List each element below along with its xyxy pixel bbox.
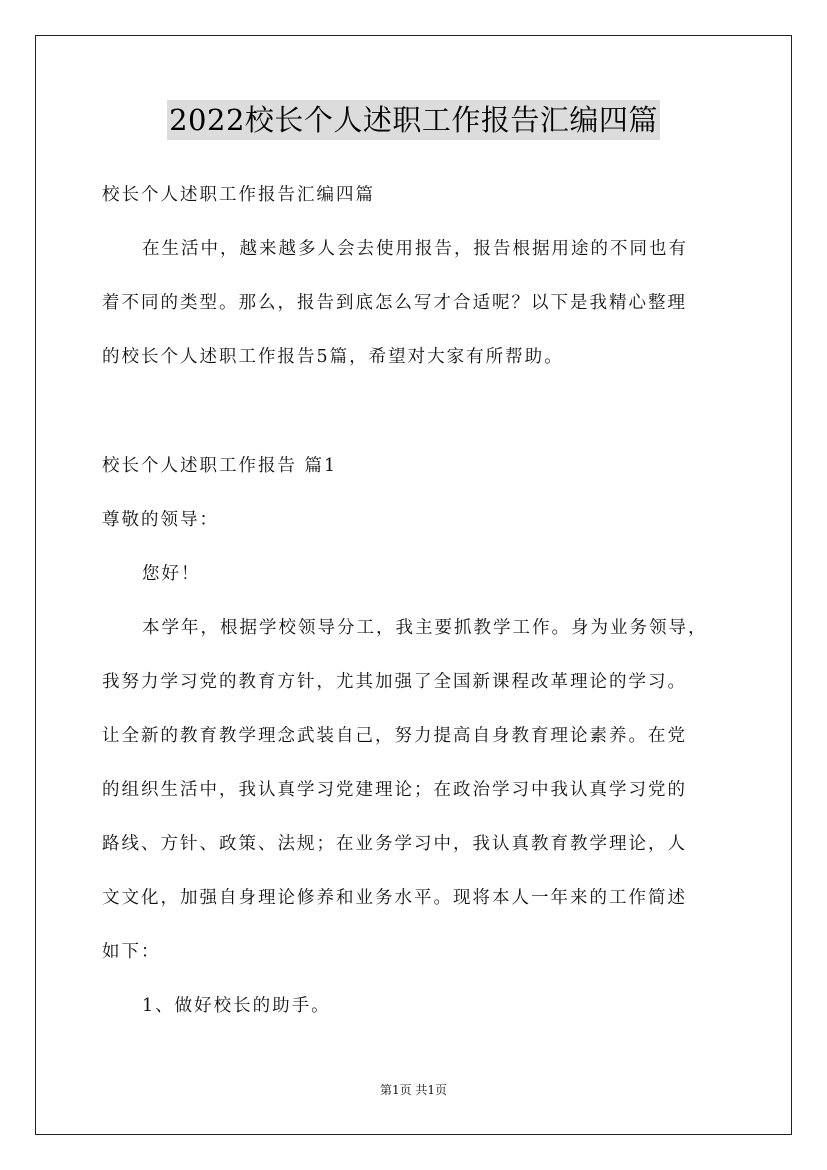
document-subtitle: 校长个人述职工作报告汇编四篇 xyxy=(102,185,375,205)
page-footer: 第1页 共1页 xyxy=(379,1083,448,1097)
document-title: 2022校长个人述职工作报告汇编四篇 xyxy=(167,100,660,140)
body-line-1: 本学年，根据学校领导分工，我主要抓教学工作。身为业务领导， xyxy=(142,618,708,638)
intro-line-1: 在生活中，越来越多人会去使用报告，报告根据用途的不同也有 xyxy=(142,239,688,259)
list-item-1: 1、做好校长的助手。 xyxy=(142,996,331,1016)
body-line-2: 我努力学习党的教育方针，尤其加强了全国新课程改革理论的学习。 xyxy=(102,672,687,692)
section-heading: 校长个人述职工作报告 篇1 xyxy=(102,456,338,476)
body-line-4: 的组织生活中，我认真学习党建理论；在政治学习中我认真学习党的 xyxy=(102,780,687,800)
greeting: 您好！ xyxy=(142,564,201,584)
body-line-5: 路线、方针、政策、法规；在业务学习中，我认真教育教学理论，人 xyxy=(102,834,687,854)
body-line-6: 文文化，加强自身理论修养和业务水平。现将本人一年来的工作简述 xyxy=(102,888,687,908)
title-container xyxy=(0,100,827,140)
body-line-3: 让全新的教育教学理念武装自己，努力提高自身教育理论素养。在党 xyxy=(102,726,687,746)
intro-line-2: 着不同的类型。那么，报告到底怎么写才合适呢？以下是我精心整理 xyxy=(102,293,687,313)
body-line-7: 如下： xyxy=(102,942,161,962)
intro-line-3: 的校长个人述职工作报告5篇，希望对大家有所帮助。 xyxy=(102,347,564,367)
salutation: 尊敬的领导： xyxy=(102,510,219,530)
